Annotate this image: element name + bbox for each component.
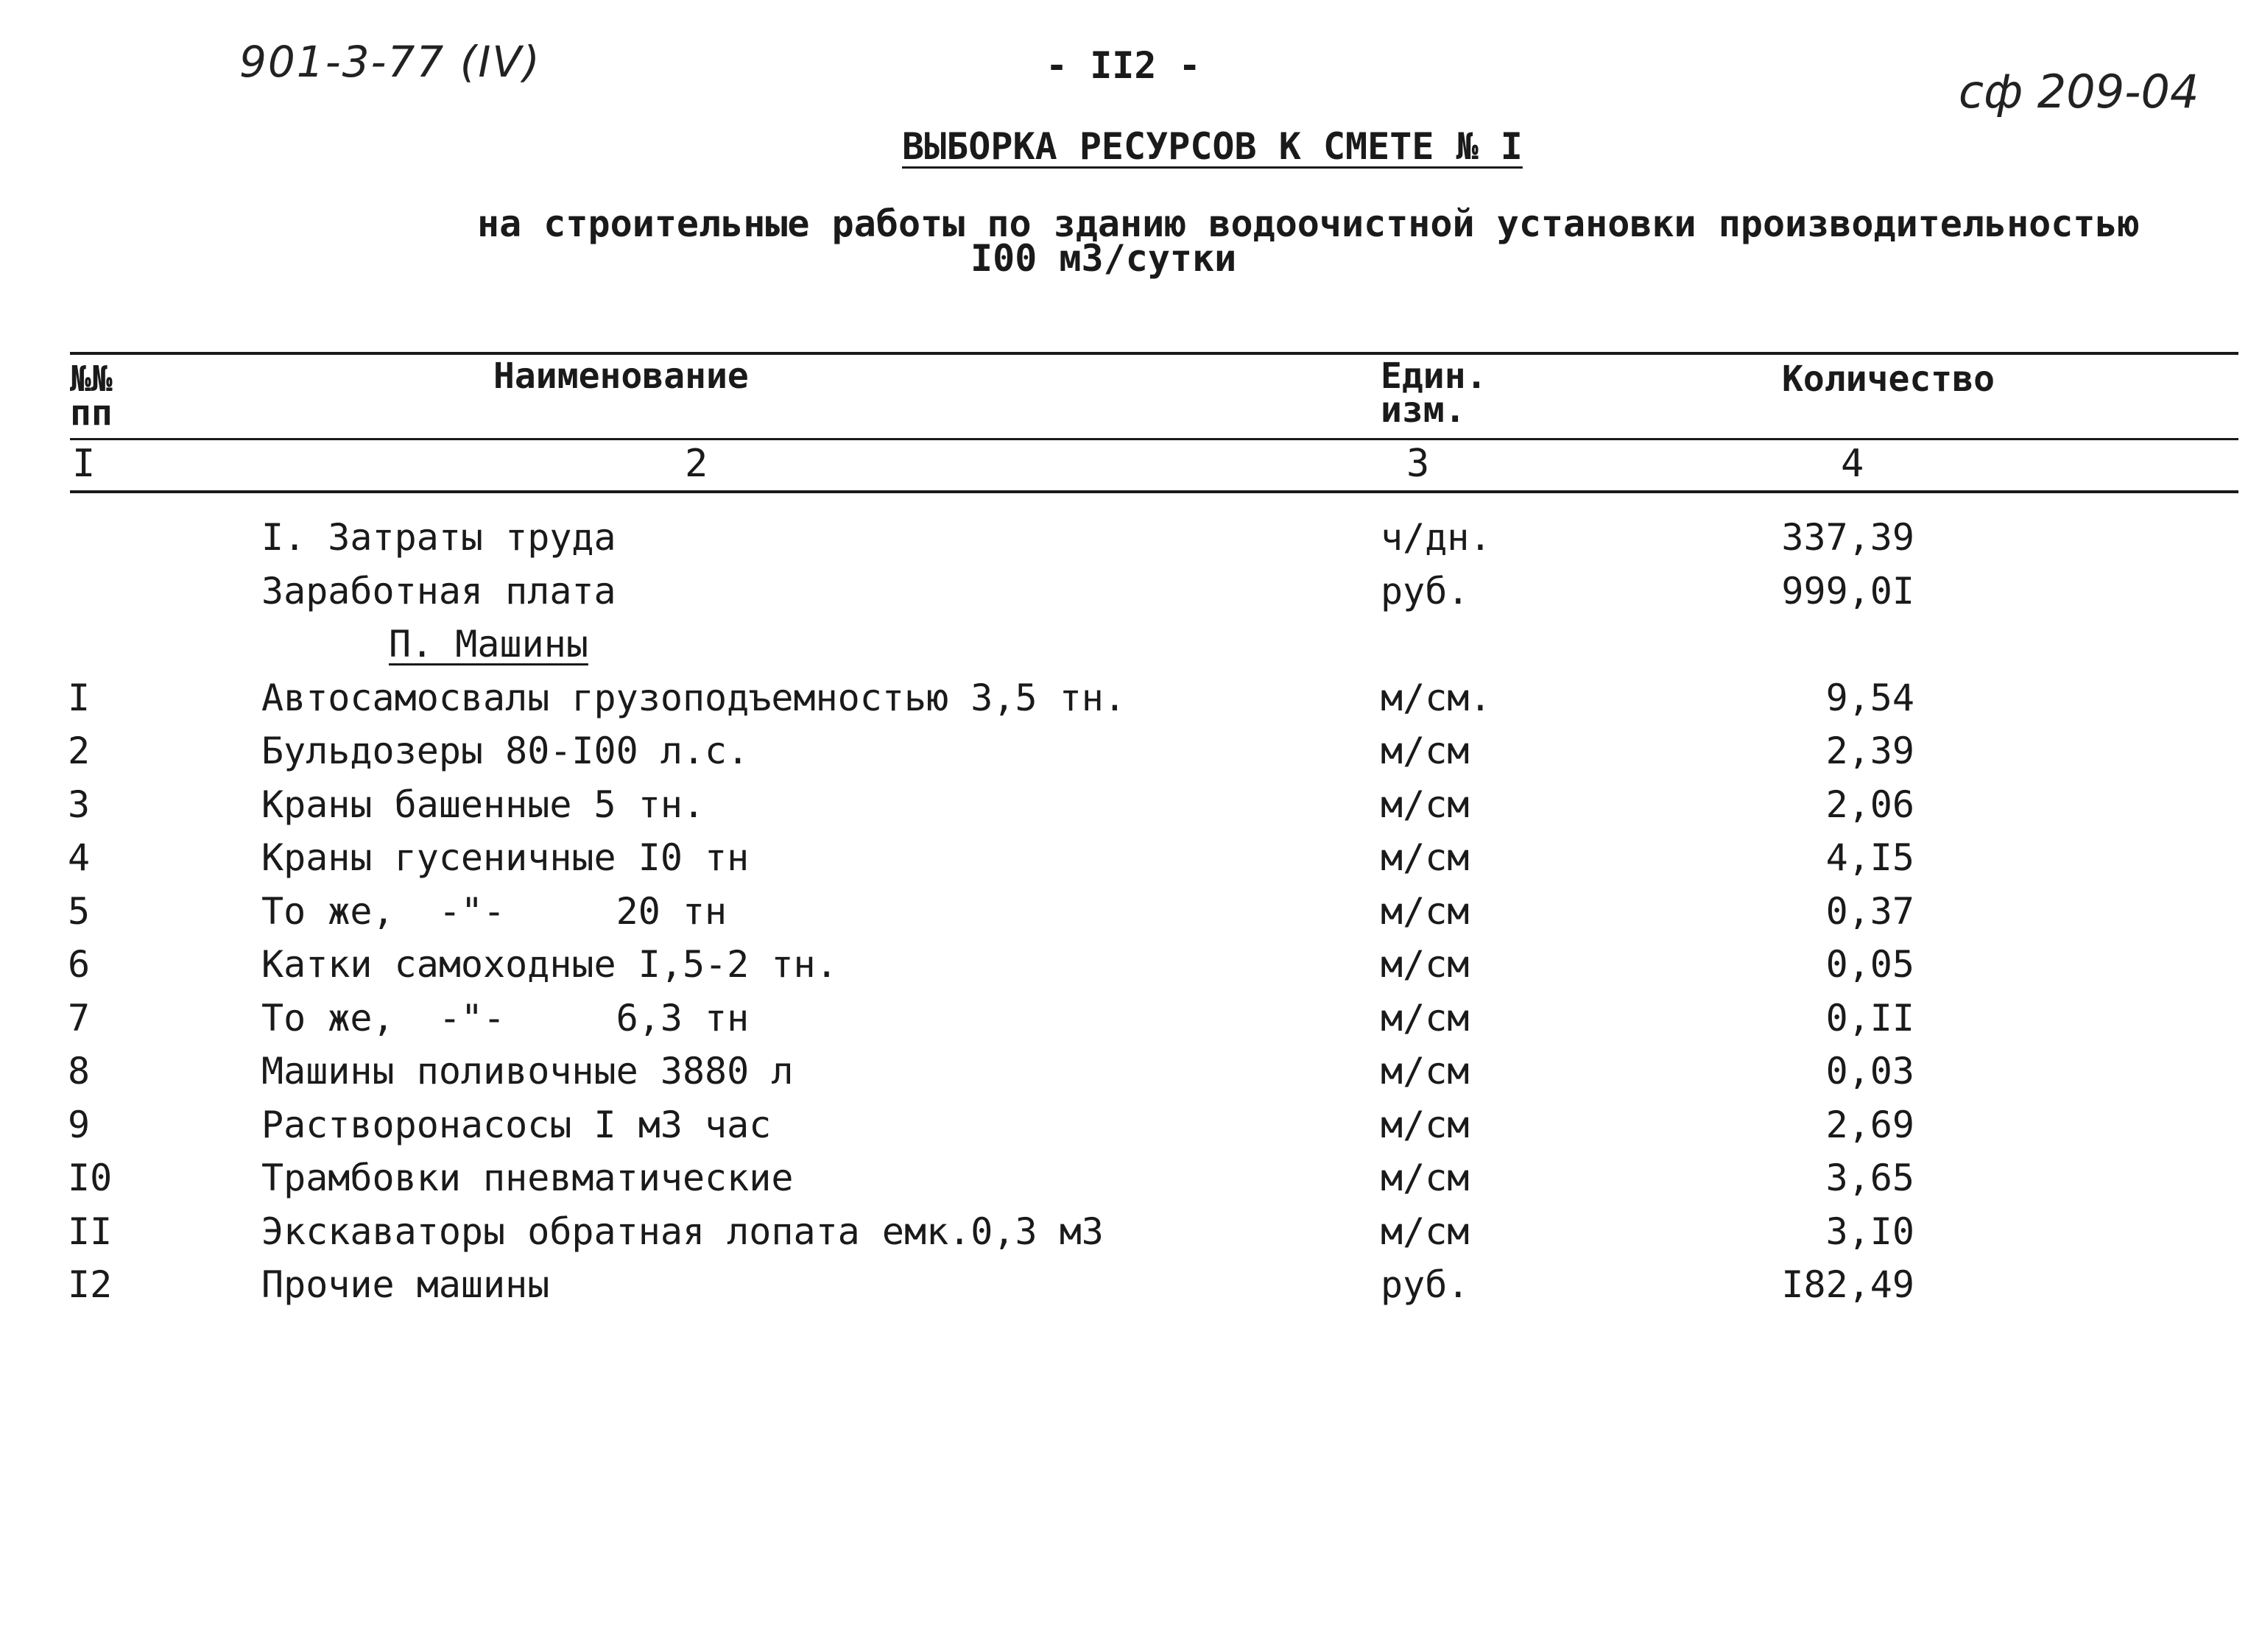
row-name: Растворонасосы I м3 час [261, 1103, 772, 1146]
document-code: 901-3-77 (IV) [239, 37, 541, 87]
row-name: Катки самоходные I,5-2 тн. [261, 943, 838, 986]
row-quantity: 4,I5 [1825, 836, 1914, 879]
table-row [0, 1258, 2262, 1312]
row-number: 9 [68, 1103, 91, 1146]
row-unit: руб. [1381, 1263, 1470, 1306]
document-title: ВЫБОРКА РЕСУРСОВ К СМЕТЕ № I [902, 125, 1523, 168]
header-unit-line-2: изм. [1381, 389, 1466, 431]
row-number: 8 [68, 1050, 91, 1092]
row-name: То же, -"- 20 тн [261, 889, 727, 933]
table-column-number-rule [70, 490, 2238, 493]
subtitle-line-2: I00 м3/сутки [970, 237, 1237, 280]
row-unit: м/см [1381, 996, 1470, 1039]
row-unit: ч/дн. [1381, 516, 1492, 559]
row-unit: м/см [1381, 889, 1470, 933]
table-row [0, 1151, 2262, 1205]
row-name: Прочие машины [261, 1263, 550, 1306]
row-name: Автосамосвалы грузоподъемностью 3,5 тн. [261, 676, 1126, 719]
row-quantity: 337,39 [1781, 516, 1914, 559]
table-row [0, 938, 2262, 992]
row-number: I [68, 676, 91, 719]
table-row [0, 724, 2262, 778]
row-quantity: 3,I0 [1825, 1210, 1914, 1253]
row-number: I0 [68, 1157, 113, 1199]
row-quantity: 0,05 [1825, 943, 1914, 986]
column-number-2: 2 [685, 442, 708, 486]
table-row [0, 511, 2262, 565]
row-number: 7 [68, 996, 91, 1039]
resource-table-body [0, 511, 2262, 1312]
table-row [0, 885, 2262, 939]
row-name: То же, -"- 6,3 тн [261, 996, 750, 1039]
row-unit: м/см. [1381, 676, 1492, 719]
row-quantity: 0,II [1825, 996, 1914, 1039]
column-number-1: I [72, 442, 96, 486]
row-quantity: 999,0I [1781, 569, 1914, 613]
column-number-4: 4 [1841, 442, 1864, 486]
row-number: 5 [68, 889, 91, 933]
table-row [0, 1098, 2262, 1152]
table-row [0, 778, 2262, 832]
row-unit: м/см [1381, 1157, 1470, 1199]
row-name: Краны башенные 5 тн. [261, 783, 705, 826]
row-unit: руб. [1381, 569, 1470, 613]
sheet-code: сф 209-04 [1959, 65, 2199, 119]
header-name: Наименование [493, 356, 749, 397]
row-unit: м/см [1381, 1210, 1470, 1253]
row-number: 4 [68, 836, 91, 879]
header-quantity: Количество [1782, 359, 1995, 400]
section-heading-machines: П. Машины [389, 623, 588, 666]
row-quantity: 0,37 [1825, 889, 1914, 933]
row-unit: м/см [1381, 1103, 1470, 1146]
table-row [0, 1045, 2262, 1098]
row-quantity: I82,49 [1781, 1263, 1914, 1306]
row-number: 3 [68, 783, 91, 826]
page-number: - II2 - [1046, 44, 1201, 87]
column-number-3: 3 [1406, 442, 1430, 486]
table-row [0, 1205, 2262, 1259]
section-heading-row [0, 618, 2262, 671]
row-quantity: 2,39 [1825, 730, 1914, 772]
table-row [0, 992, 2262, 1045]
row-unit: м/см [1381, 1050, 1470, 1092]
row-number: 6 [68, 943, 91, 986]
table-row [0, 671, 2262, 725]
row-number: 2 [68, 730, 91, 772]
row-number: II [68, 1210, 113, 1253]
header-number [70, 359, 113, 434]
row-quantity: 2,06 [1825, 783, 1914, 826]
row-name: Экскаваторы обратная лопата емк.0,3 м3 [261, 1210, 1104, 1253]
row-unit: м/см [1381, 836, 1470, 879]
table-row [0, 565, 2262, 618]
row-quantity: 2,69 [1825, 1103, 1914, 1146]
header-number-line-1: №№ [70, 359, 113, 400]
header-unit [1381, 356, 1487, 431]
row-name: Краны гусеничные I0 тн [261, 836, 750, 879]
row-unit: м/см [1381, 783, 1470, 826]
table-header-rule [70, 438, 2238, 440]
row-name: Бульдозеры 80-I00 л.с. [261, 730, 750, 772]
row-unit: м/см [1381, 730, 1470, 772]
row-quantity: 3,65 [1825, 1157, 1914, 1199]
subtitle-line-1: на строительные работы по зданию водоочистной установки производительностью [477, 202, 2140, 245]
row-name: I. Затраты труда [261, 516, 616, 559]
row-name: Трамбовки пневматические [261, 1157, 794, 1199]
table-row [0, 831, 2262, 885]
row-name: Машины поливочные 3880 л [261, 1050, 794, 1092]
row-quantity: 9,54 [1825, 676, 1914, 719]
table-top-rule [70, 352, 2238, 355]
row-quantity: 0,03 [1825, 1050, 1914, 1092]
row-name: Заработная плата [261, 569, 616, 613]
header-unit-line-1: Един. [1381, 356, 1487, 397]
row-unit: м/см [1381, 943, 1470, 986]
row-number: I2 [68, 1263, 113, 1306]
header-number-line-2: пп [70, 392, 113, 434]
